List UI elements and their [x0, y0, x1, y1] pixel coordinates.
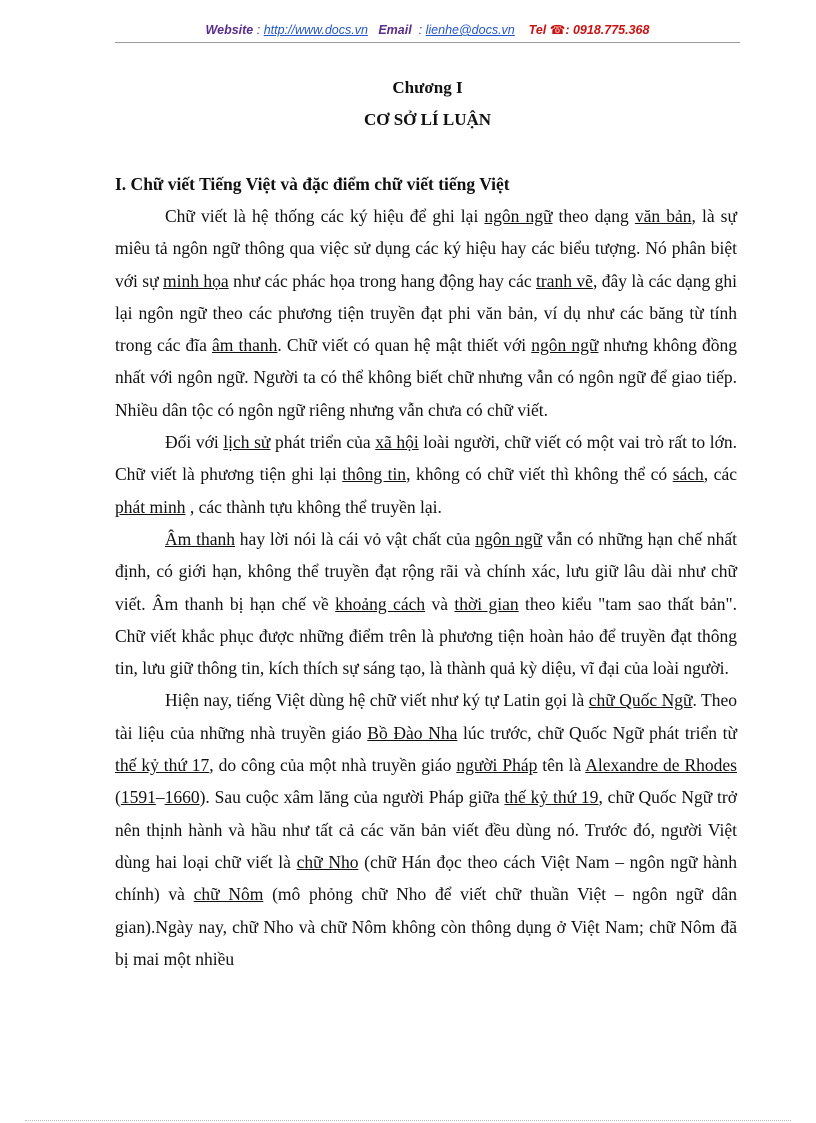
- hyperlink[interactable]: 1660: [164, 787, 200, 808]
- text-run: tên là: [537, 755, 586, 776]
- hyperlink[interactable]: minh họa: [163, 270, 229, 291]
- text-run: –: [155, 787, 165, 808]
- email-label: Email: [378, 23, 412, 37]
- hyperlink[interactable]: chữ Nôm: [193, 884, 264, 905]
- page-header: [115, 22, 740, 37]
- hyperlink[interactable]: 1591: [120, 787, 156, 808]
- email-separator: :: [418, 23, 423, 37]
- hyperlink[interactable]: chữ Nho: [296, 851, 359, 872]
- hyperlink[interactable]: Âm thanh: [165, 528, 235, 549]
- paragraph: [115, 523, 737, 684]
- text-run: theo kiểu "tam sao thất bản". Chữ viết khắc phục được những điểm trên là phương tiện hoàn hảo để truyền đạt thông tin, lưu giữ thông tin, kích thích sự sáng tạo, là thành quả kỳ diệu, vĩ đại của loài người.: [115, 593, 737, 679]
- text-run: nhưng không đồng nhất với ngôn ngữ. Người ta có thể không biết chữ nhưng vẫn có ngôn ngữ để giao tiếp. Nhiều dân tộc có ngôn ngữ riêng nhưng vẫn chưa có chữ viết.: [115, 335, 737, 420]
- text-run: (: [115, 787, 121, 808]
- chapter-number: Chương I: [392, 78, 463, 97]
- tel-label: Tel: [528, 23, 547, 37]
- text-run: vẫn có những hạn chế nhất định, có giới hạn, không thể truyền đạt rộng rãi và chính xác, lưu giữ lâu dài như chữ viết. Âm thanh bị hạn chế về: [115, 528, 737, 614]
- text-run: , không có chữ viết thì không thể có: [406, 464, 673, 485]
- section-heading: I. Chữ viết Tiếng Việt và đặc điểm chữ viết tiếng Việt: [115, 174, 510, 194]
- text-run: Hiện nay, tiếng Việt dùng hệ chữ viết như ký tự Latin gọi là: [165, 690, 589, 711]
- hyperlink[interactable]: lịch sử: [223, 432, 271, 453]
- phone-icon: ☎: [549, 23, 566, 37]
- paragraph: [115, 684, 737, 975]
- hyperlink[interactable]: ngôn ngữ: [475, 528, 543, 549]
- website-separator: :: [256, 23, 261, 37]
- tel-number: : 0918.775.368: [565, 23, 650, 37]
- text-run: , các: [703, 464, 737, 485]
- hyperlink[interactable]: phát minh: [115, 496, 186, 517]
- hyperlink[interactable]: thế kỷ thứ 17: [115, 755, 210, 776]
- text-run: , là sự miêu tả ngôn ngữ thông qua việc sử dụng các ký hiệu hay các biểu tượng. Nó phân biệt với sự: [115, 206, 737, 291]
- header-divider: [115, 42, 740, 43]
- text-run: ). Sau cuộc xâm lăng của người Pháp giữa: [199, 787, 505, 808]
- hyperlink[interactable]: khoảng cách: [335, 593, 426, 614]
- hyperlink[interactable]: sách: [672, 464, 704, 485]
- hyperlink[interactable]: tranh vẽ: [536, 270, 593, 291]
- paragraph: [115, 200, 737, 426]
- text-run: (mô phỏng chữ Nho để viết chữ thuần Việt – ngôn ngữ dân gian).Ngày nay, chữ Nho và chữ Nôm không còn thông dụng ở Việt Nam; chữ Nôm đã bị mai một nhiều: [115, 884, 737, 969]
- text-run: như các phác họa trong hang động hay các: [228, 270, 537, 291]
- hyperlink[interactable]: chữ Quốc Ngữ: [588, 690, 693, 711]
- text-run: hay lời nói là cái vỏ vật chất của: [234, 528, 476, 549]
- text-run: và: [425, 593, 455, 614]
- text-run: loài người, chữ viết có một vai trò rất to lớn. Chữ viết là phương tiện ghi lại: [115, 432, 737, 485]
- text-run: theo dạng: [552, 206, 635, 226]
- text-run: , chữ Quốc Ngữ trở nên thịnh hành và hầu như tất cả các văn bản viết đều dùng nó. Trước đó, người Việt dùng hai loại chữ viết là: [115, 787, 737, 872]
- hyperlink[interactable]: ngôn ngữ: [531, 335, 599, 356]
- hyperlink[interactable]: Alexandre de Rhodes: [585, 755, 737, 776]
- paragraph: [115, 426, 737, 523]
- hyperlink[interactable]: ngôn ngữ: [484, 206, 553, 226]
- hyperlink[interactable]: người Pháp: [456, 755, 538, 776]
- text-run: lúc trước, chữ Quốc Ngữ phát triển từ: [457, 722, 738, 743]
- hyperlink[interactable]: thời gian: [454, 593, 519, 614]
- text-run: (chữ Hán đọc theo cách Việt Nam – ngôn ngữ hành chính) và: [115, 851, 738, 905]
- text-run: , do công của một nhà truyền giáo: [209, 755, 457, 776]
- email-link[interactable]: lienhe@docs.vn: [425, 23, 515, 37]
- text-run: Đối với: [165, 432, 224, 453]
- text-run: . Chữ viết có quan hệ mật thiết với: [277, 335, 532, 356]
- document-body: [115, 200, 737, 975]
- footer-divider: [25, 1120, 791, 1121]
- text-run: phát triển của: [270, 432, 376, 453]
- text-run: , đây là các dạng ghi lại ngôn ngữ theo các phương tiện truyền đạt phi văn bản, ví dụ như các băng từ tính trong các đĩa: [115, 270, 737, 356]
- text-run: Chữ viết là hệ thống các ký hiệu để ghi lại: [165, 206, 485, 226]
- website-label: Website: [205, 23, 254, 37]
- text-run: . Theo tài liệu của những nhà truyền giáo: [115, 690, 737, 743]
- hyperlink[interactable]: xã hội: [375, 432, 419, 453]
- hyperlink[interactable]: văn bản: [634, 206, 692, 226]
- website-link[interactable]: http://www.docs.vn: [263, 23, 368, 37]
- hyperlink[interactable]: thông tin: [342, 464, 407, 485]
- hyperlink[interactable]: thế kỷ thứ 19: [504, 787, 599, 808]
- chapter-title: CƠ SỞ LÍ LUẬN: [363, 110, 492, 129]
- hyperlink[interactable]: Bồ Đào Nha: [367, 722, 458, 743]
- text-run: , các thành tựu không thể truyền lại.: [185, 496, 442, 517]
- hyperlink[interactable]: âm thanh: [212, 335, 278, 356]
